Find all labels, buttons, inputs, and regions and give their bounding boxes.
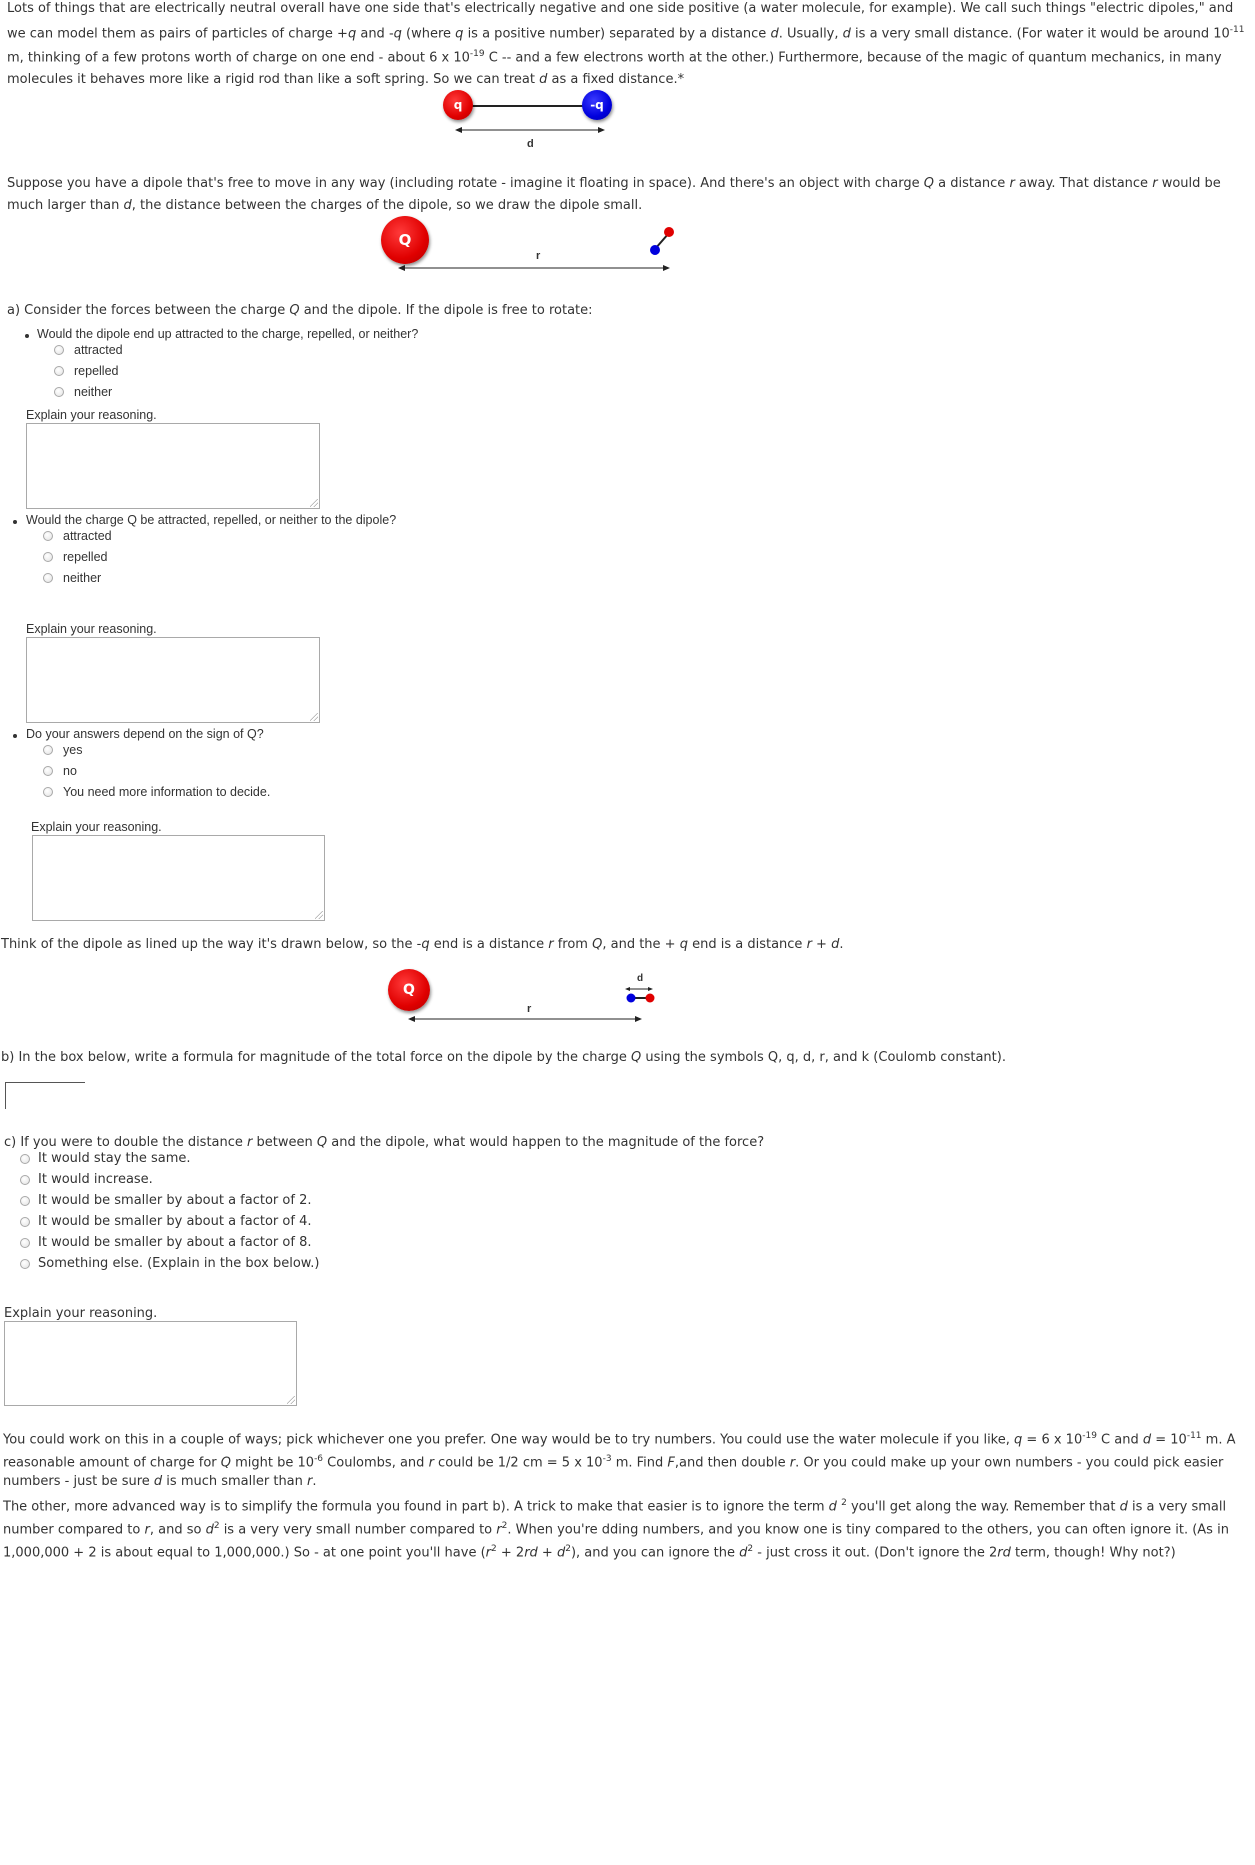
radio-button[interactable] bbox=[43, 787, 53, 797]
d-label: d bbox=[637, 973, 644, 984]
question-3-text: Do your answers depend on the sign of Q? bbox=[26, 727, 264, 741]
radio-button[interactable] bbox=[20, 1175, 30, 1185]
intro3-paragraph: Think of the dipole as lined up the way it's drawn below, so the -q end is a distance r from Q, and the + q end is a distance r + d. bbox=[1, 937, 844, 952]
d-arrow bbox=[455, 124, 605, 136]
radio-button[interactable] bbox=[43, 552, 53, 562]
option-label: It would stay the same. bbox=[38, 1151, 191, 1166]
option-label: It would be smaller by about a factor of 2. bbox=[38, 1193, 312, 1208]
part-b-prompt: b) In the box below, write a formula for magnitude of the total force on the dipole by the charge Q using the symbols Q, q, d, r, and k (Coulomb constant). bbox=[1, 1050, 1006, 1065]
q2-option-neither[interactable]: neither bbox=[43, 571, 101, 585]
radio-button[interactable] bbox=[54, 366, 64, 376]
explain-label: Explain your reasoning. bbox=[4, 1306, 158, 1321]
radio-button[interactable] bbox=[20, 1238, 30, 1248]
q3-option-need-more-info[interactable]: You need more information to decide. bbox=[43, 785, 270, 799]
q3-explain-textarea[interactable] bbox=[32, 835, 325, 921]
part-c-option[interactable] bbox=[20, 1148, 191, 1170]
q3-option-no[interactable]: no bbox=[43, 764, 77, 778]
option-label: Something else. (Explain in the box below.) bbox=[38, 1256, 320, 1271]
part-c-prompt: c) If you were to double the distance r between Q and the dipole, what would happen to the magnitude of the force? bbox=[4, 1135, 765, 1150]
explain-label: Explain your reasoning. bbox=[31, 820, 162, 834]
radio-button[interactable] bbox=[20, 1217, 30, 1227]
radio-button[interactable] bbox=[54, 345, 64, 355]
radio-button[interactable] bbox=[43, 766, 53, 776]
part-a-prompt: a) Consider the forces between the charge Q and the dipole. If the dipole is free to rotate: bbox=[7, 303, 593, 318]
r-arrow bbox=[398, 262, 670, 274]
bullet bbox=[13, 520, 17, 524]
part-c-option[interactable] bbox=[20, 1253, 319, 1275]
radio-button[interactable] bbox=[43, 531, 53, 541]
part-c-explain-textarea[interactable] bbox=[4, 1321, 297, 1406]
positive-charge-ball: q bbox=[443, 90, 473, 120]
question-1-text: Would the dipole end up attracted to the charge, repelled, or neither? bbox=[37, 327, 419, 341]
charge-Q-ball: Q bbox=[388, 969, 430, 1011]
option-label: It would be smaller by about a factor of 8. bbox=[38, 1235, 312, 1250]
q3-option-yes[interactable]: yes bbox=[43, 743, 82, 757]
option-label: It would be smaller by about a factor of 4. bbox=[38, 1214, 312, 1229]
dipole-rod bbox=[458, 105, 598, 107]
radio-button[interactable] bbox=[20, 1154, 30, 1164]
d-label: d bbox=[527, 138, 534, 150]
negative-charge-ball: -q bbox=[582, 90, 612, 120]
question-2-text: Would the charge Q be attracted, repelled, or neither to the dipole? bbox=[26, 513, 397, 527]
intro2-paragraph: Suppose you have a dipole that's free to move in any way (including rotate - imagine it floating in space). And there's an object with charge Q a distance r away. That distance r would be much larger than d, the distance between the charges of the dipole, so we draw the dipole small. bbox=[7, 176, 1221, 213]
intro-paragraph: Lots of things that are electrically neutral overall have one side that's electrically negative and one side positive (a water molecule, for example). We call such things "electric dipoles," and we can model them as pairs of particles of charge +q and -q (where q is a positive number) separated by a distance d. Usually, d is a very small distance. (For water it would be around $10^{-11}$ m, thinking of a few protons worth of charge on one end - about 6 x $10^{-19}$ C -- and a few electrons worth at the other.) Furthermore, because of the magic of quantum mechanics, in many molecules it behaves more like a rigid rod than like a soft spring. So we can treat d as a fixed distance.* bbox=[7, 1, 1245, 88]
explain-label: Explain your reasoning. bbox=[26, 622, 157, 636]
q1-explain-textarea[interactable] bbox=[26, 423, 320, 509]
part-c-option[interactable] bbox=[20, 1190, 311, 1212]
option-label: It would increase. bbox=[38, 1172, 153, 1187]
q2-explain-textarea[interactable] bbox=[26, 637, 320, 723]
r-label: r bbox=[527, 1003, 532, 1015]
radio-button[interactable] bbox=[20, 1259, 30, 1269]
explain-label: Explain your reasoning. bbox=[26, 408, 157, 422]
hint-paragraph-2: The other, more advanced way is to simplify the formula you found in part b). A trick to make that easier is to ignore the term d $^2$ you'll get along the way. Remember that d is a very small number compared to r, and so $d^2$ is a very very small number compared to $r^2$. When you're dding numbers, and you know one is tiny compared to the others, you can often ignore it. (As in 1,000,000 + 2 is about equal to 1,000,000.) So - at one point you'll have $(r^2 + 2rd + d^2)$, and you can ignore the $d^2$ - just cross it out. (Don't ignore the 2rd term, though! Why not?) bbox=[3, 1498, 1229, 1560]
charge-Q-ball: Q bbox=[381, 216, 429, 264]
q2-option-attracted[interactable]: attracted bbox=[43, 529, 112, 543]
r-label: r bbox=[536, 250, 541, 262]
radio-button[interactable] bbox=[20, 1196, 30, 1206]
bullet bbox=[25, 334, 29, 338]
radio-button[interactable] bbox=[54, 387, 64, 397]
aligned-dipole bbox=[625, 985, 657, 1005]
part-c-option[interactable] bbox=[20, 1232, 311, 1254]
hint-paragraph-1: You could work on this in a couple of ways; pick whichever one you prefer. One way would be to try numbers. You could use the water molecule if you like, q = 6 x $10^{-19}$ C and $d = 10^{-11}$ m. A reasonable amount of charge for Q might be $10^{-6}$ Coulombs, and r could be 1/2 cm = 5 x $10^{-3}$ m. Find F,and then double r. Or you could make up your own numbers - you could pick easier numbers - just be sure d is much smaller than r. bbox=[3, 1431, 1236, 1489]
formula-input[interactable] bbox=[5, 1082, 85, 1109]
bullet bbox=[13, 734, 17, 738]
q1-option-attracted[interactable]: attracted bbox=[54, 343, 123, 357]
q1-option-repelled[interactable]: repelled bbox=[54, 364, 118, 378]
small-dipole bbox=[645, 224, 680, 259]
part-c-option[interactable] bbox=[20, 1211, 311, 1233]
q1-option-neither[interactable]: neither bbox=[54, 385, 112, 399]
q2-option-repelled[interactable]: repelled bbox=[43, 550, 107, 564]
r-arrow bbox=[408, 1013, 642, 1025]
part-c-option[interactable] bbox=[20, 1169, 153, 1191]
radio-button[interactable] bbox=[43, 745, 53, 755]
radio-button[interactable] bbox=[43, 573, 53, 583]
